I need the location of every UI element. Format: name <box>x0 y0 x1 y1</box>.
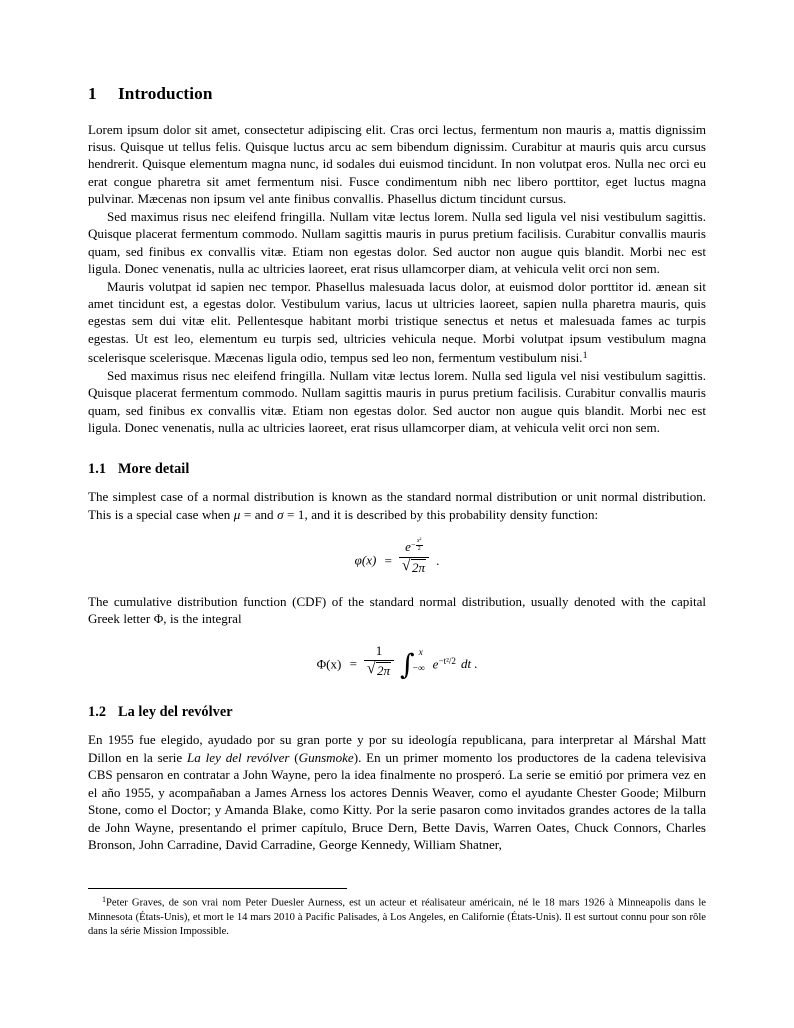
spanish-part2: ( <box>289 749 299 765</box>
integral-lower-limit: −∞ <box>412 664 425 675</box>
pdf-exponent-power: 2 <box>419 537 422 542</box>
pdf-exponent-fraction <box>416 537 423 553</box>
footnote-block <box>88 893 706 940</box>
footnote-marker: 1 <box>102 895 107 904</box>
radicand-cdf: 2π <box>376 662 391 678</box>
pdf-exponent-sign: − <box>410 540 416 550</box>
integral-limits <box>412 648 431 675</box>
phi-symbol: Φ <box>153 611 164 627</box>
paragraph-spanish <box>88 731 706 853</box>
euler-e: e <box>405 539 411 555</box>
paragraph-3-text: Mauris volutpat id sapien nec tempor. Phasellus malesuada lacus dolor, at euismod dolor porttitor id. ænean sit amet tincidunt est, a egestas dolor. Vestibulum varius, lacus ut ultricies laoreet, sapien nulla pharetra mauris, quis egestas sem dui vitæ elit. Pellentesque habitant morbi tristique senectus et netus et malesuada fames ac turpis egestas. Ut est leo, elementum eu turpis sed, ultricies vehicula neque. Morbi volutpat ipsum vestibulum magna scelerisque scelerisque. Mæcenas ligula odio, tempus sed leo non, fermentum vestibulum nisi. <box>88 278 706 366</box>
equation-pdf-fraction <box>399 537 429 576</box>
equation-cdf-denominator <box>364 661 394 680</box>
radical-icon: √ <box>402 556 411 574</box>
cdf-intro-part1: The cumulative distribution function (CDF) of the standard normal distribution, usually denoted with the capital Greek letter <box>88 593 706 627</box>
cdf-intro-part2: , is the integral <box>163 611 242 627</box>
equation-cdf-numerator: 1 <box>364 643 394 661</box>
equation-cdf <box>88 643 706 680</box>
equation-pdf-lhs: φ(x) <box>354 552 377 568</box>
equation-pdf-denominator <box>399 558 429 577</box>
equation-cdf-equals: = <box>349 656 357 672</box>
sqrt-2pi <box>402 556 426 577</box>
pdf-intro-part2: = 1, and it is described by this probability density function: <box>283 506 599 522</box>
footnote-text: Peter Graves, de son vrai nom Peter Duesler Aurness, est un acteur et réalisateur américain, né le 18 mars 1926 à Minneapolis dans le Minnesota (États-Unis), et mort le 14 mars 2010 à Pacific Palisades, à Los Angeles, en Californie (États-Unis). Il est surtout connu pour son rôle dans la série Mission Impossible. <box>88 897 706 938</box>
equation-cdf-lhs-text: Φ(x) <box>316 656 342 672</box>
subsection-title: La ley del revólver <box>118 703 233 720</box>
subsection-number: 1.2 <box>88 703 107 720</box>
section-heading-introduction <box>88 84 706 104</box>
differential: dt <box>460 656 472 672</box>
pdf-exponent-x: x <box>417 538 420 545</box>
subsection-heading-la-ley-del-revolver <box>88 704 706 721</box>
equation-pdf-numerator <box>399 537 429 558</box>
section-number: 1 <box>88 84 97 103</box>
equation-pdf-trailing: . <box>436 552 440 568</box>
radical-icon: √ <box>366 659 376 677</box>
subsection-heading-more-detail <box>88 461 706 478</box>
mu-symbol: μ <box>233 506 241 522</box>
sigma-symbol: σ <box>277 506 284 522</box>
pdf-intro-mid: = and <box>240 506 278 522</box>
paragraph-1: Lorem ipsum dolor sit amet, consectetur adipiscing elit. Cras orci lectus, fermentum non mauris a, mattis dignissim risus. Quisque ut tellus felis. Quisque luctus arcu ac sem bibendum dignissim. Curabitur at mauris quis arcu cursus hendrerit. Quisque elementum magna nunc, id sodales dui euismod tincidunt. In non volutpat eros. Nulla nec orci eu erat congue pharetra sit amet fermentum nisi. Fusce condimentum nibh nec libero porttitor, eget luctus magna pulvinar. Mæcenas non ipsum vel ante finibus convallis. Phasellus dictum tincidunt cursus. <box>88 121 706 207</box>
equation-cdf-lhs <box>317 656 342 671</box>
pdf-exponent-den: 2 <box>417 546 421 552</box>
integrand-exponent: −t²/2 <box>438 655 456 666</box>
text-column <box>88 84 706 854</box>
sqrt-2pi-cdf <box>366 659 391 680</box>
paragraph-4: Sed maximus risus nec eleifend fringilla. Nullam vitæ lectus lorem. Nulla sed ligula vel nisi vestibulum sagittis. Quisque placerat fermentum commodo. Nullam sagittis mauris in purus pretium facilisis. Curabitur convallis mauris quam, sed finibus ex convallis vitæ. Etiam non egestas dolor. Sed auctor non augue quis blandit. Morbi nec est ligula. Donec venenatis, nulla ac ultricies laoreet, erat risus ullamcorper diam, at vehicula velit orci non sem. <box>88 368 706 436</box>
subsection-number: 1.1 <box>88 460 107 477</box>
footnote-separator-rule <box>88 888 347 889</box>
equation-pdf <box>88 537 706 576</box>
integral-icon: ∫ <box>400 648 415 682</box>
integral-upper-limit: x <box>418 648 423 659</box>
pdf-exponent-num <box>416 537 423 546</box>
pdf-intro-part1: The simplest case of a normal distribution is known as the standard normal distribution or unit normal distribution. This is a special case when <box>88 489 706 522</box>
equation-cdf-fraction <box>364 643 394 680</box>
series-alt-title-italic: Gunsmoke <box>298 749 354 765</box>
equation-cdf-trailing: . <box>474 656 478 672</box>
integrand-base: e <box>432 656 439 672</box>
footnote-reference-mark[interactable]: 1 <box>582 350 588 362</box>
paragraph-2: Sed maximus risus nec eleifend fringilla. Nullam vitæ lectus lorem. Nulla sed ligula vel nisi vestibulum sagittis. Quisque placerat fermentum commodo. Nullam sagittis mauris in purus pretium facilisis. Curabitur convallis mauris quam, sed finibus ex convallis vitæ. Etiam non egestas dolor. Sed auctor non augue quis blandit. Morbi nec est ligula. Donec venenatis, nulla ac ultricies laoreet, erat risus ullamcorper diam, at vehicula velit orci non sem. <box>88 208 706 277</box>
pdf-exponent <box>410 537 423 552</box>
paragraph-pdf-intro <box>88 488 706 523</box>
paragraph-cdf-intro <box>88 593 706 628</box>
series-title-italic: La ley del revólver <box>187 749 290 765</box>
spanish-part3: ). En un primer momento los productores de la cadena televisiva CBS pensaron en contratar a John Wayne, pero la idea finalmente no prosperó. La serie se emitió por primera vez en el año 1955, y acompañaban a James Arness los actores Dennis Weaver, como el ayudante Chester Goode; Milburn Stone, como el Doctor; y Amanda Blake, como Kitty. Por la serie pasaron como invitados grandes actores de la talla de John Wayne, presentando el primer capítulo, Bruce Dern, Bette Davis, Warren Oates, Chuck Connors, Charles Bronson, John Carradine, David Carradine, George Kennedy, William Shatner, <box>88 749 707 853</box>
spanish-part1: En 1955 fue elegido, ayudado por su gran porte y por su ideología republicana, para interpretar al Márshal Matt Dillon en la serie <box>88 732 706 765</box>
radicand: 2π <box>412 559 426 575</box>
equation-pdf-equals: = <box>384 552 392 568</box>
section-title: Introduction <box>118 84 213 103</box>
paragraph-3 <box>88 278 706 367</box>
subsection-title: More detail <box>118 460 190 477</box>
